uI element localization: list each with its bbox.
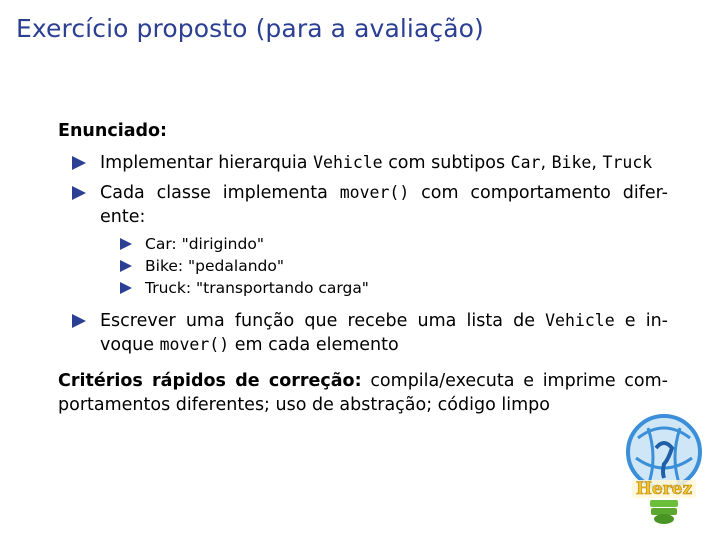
item-code: Vehicle	[545, 311, 615, 330]
item-code: Truck	[602, 153, 653, 172]
item-text: em cada elemento	[229, 335, 399, 355]
sublist-item	[100, 233, 668, 255]
list-item	[58, 309, 668, 357]
item-text: Implementar hierarquia	[100, 153, 314, 173]
item-text: e in- voque	[100, 311, 668, 355]
list-item	[58, 181, 668, 299]
list-item	[58, 151, 668, 175]
item-text: ,	[540, 153, 552, 173]
statement-list	[58, 151, 668, 357]
item-code: Car	[510, 153, 541, 172]
bullet-arrow-icon	[72, 156, 86, 170]
subitem-text: Car: "dirigindo"	[145, 235, 264, 253]
sublist	[100, 233, 668, 299]
lightbulb-logo-icon	[618, 408, 710, 526]
item-text: com comportamento difer- ente:	[100, 183, 668, 227]
bullet-arrow-icon	[120, 238, 132, 250]
item-code: mover()	[159, 335, 230, 354]
item-text: Escrever uma função que recebe uma lista de	[100, 311, 546, 331]
item-text: com subtipos	[382, 153, 511, 173]
subitem-text: Truck: "transportando carga"	[145, 279, 369, 297]
item-code: Vehicle	[313, 153, 383, 172]
sublist-item	[100, 277, 668, 299]
bullet-arrow-icon	[120, 260, 132, 272]
criteria-label: Critérios rápidos de correção:	[58, 371, 362, 391]
sublist-item	[100, 255, 668, 277]
bullet-arrow-icon	[72, 314, 86, 328]
bullet-arrow-icon	[72, 186, 86, 200]
subitem-text: Bike: "pedalando"	[145, 257, 284, 275]
logo-text: Herez	[635, 479, 693, 499]
slide-content	[58, 119, 668, 417]
statement-heading: Enunciado:	[58, 121, 168, 141]
item-text: ,	[591, 153, 603, 173]
item-code: Bike	[551, 153, 592, 172]
item-code: mover()	[339, 183, 410, 202]
criteria-text: compila/executa e imprime com- portamentos diferentes; uso de abstração; código limpo	[58, 371, 668, 415]
item-text: Cada classe implementa	[100, 183, 340, 203]
criteria-paragraph	[58, 369, 668, 417]
slide-title: Exercício proposto (para a avaliação)	[16, 14, 484, 43]
bullet-arrow-icon	[120, 282, 132, 294]
